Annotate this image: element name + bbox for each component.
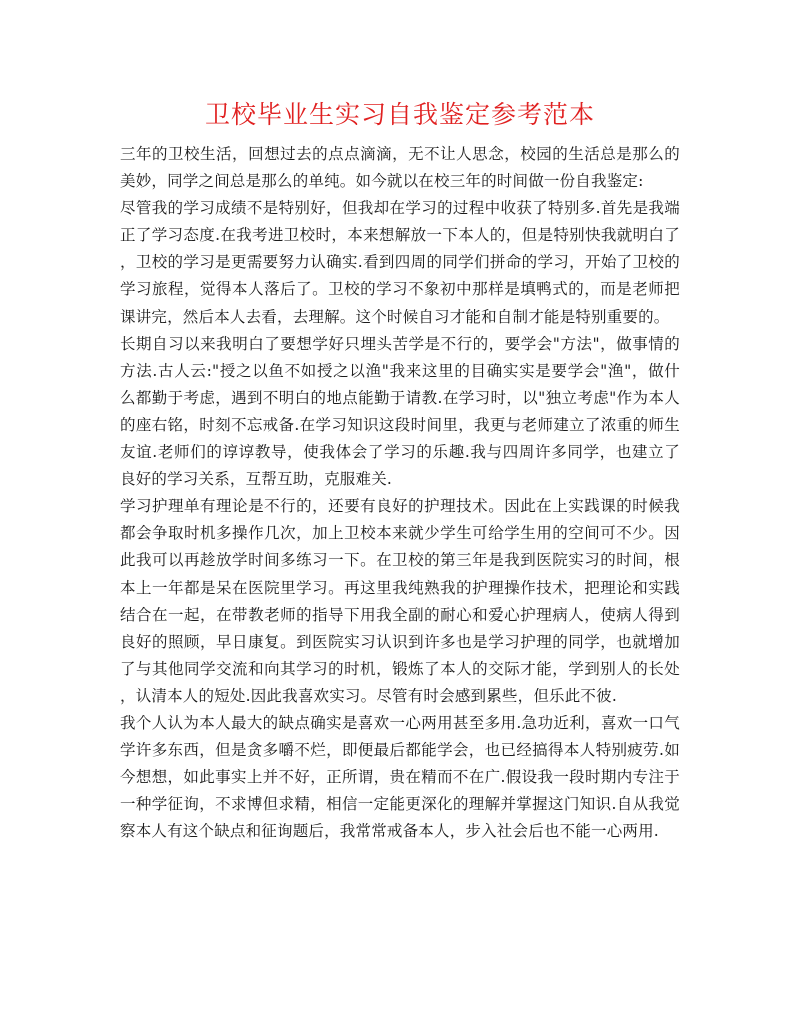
text-line: 了与其他同学交流和向其学习的时机，锻炼了本人的交际才能，学到别人的长处 (120, 659, 680, 678)
text-line: 良好的照顾，早日康复。到医院实习认识到许多也是学习护理的同学，也就增加 (120, 632, 680, 651)
document-body (120, 141, 680, 845)
text-line: 方法.古人云:"授之以鱼不如授之以渔"我来这里的目确实实是要学会"渔"，做什 (120, 361, 680, 380)
text-line: 么都勤于考虑，遇到不明白的地点能勤于请教.在学习时，以"独立考虑"作为本人 (120, 388, 680, 407)
text-line: 正了学习态度.在我考进卫校时，本来想解放一下本人的，但是特别快我就明白了 (120, 226, 680, 245)
document-title: 卫校毕业生实习自我鉴定参考范本 (204, 100, 595, 129)
text-line: 长期自习以来我明白了要想学好只埋头苦学是不行的，要学会"方法"，做事情的 (120, 334, 680, 353)
text-line: ，认清本人的短处.因此我喜欢实习。尽管有时会感到累些，但乐此不彼. (120, 686, 617, 705)
text-line: 学许多东西，但是贪多嚼不烂，即便最后都能学会，也已经搞得本人特别疲劳.如 (120, 741, 680, 760)
text-line: 美妙，同学之间总是那么的单纯。如今就以在校三年的时间做一份自我鉴定: (120, 172, 644, 191)
text-line: 此我可以再趁放学时间多练习一下。在卫校的第三年是我到医院实习的时间，根 (120, 551, 680, 570)
text-line: 察本人有这个缺点和征询题后，我常常戒备本人，步入社会后也不能一心两用. (120, 822, 659, 841)
text-line: 一种学征询，不求博但求精，相信一定能更深化的理解并掌握这门知识.自从我觉 (120, 795, 680, 814)
text-line: 友谊.老师们的谆谆教导，使我体会了学习的乐趣.我与四周许多同学，也建立了 (120, 443, 680, 462)
text-line: 三年的卫校生活，回想过去的点点滴滴，无不让人思念，校园的生活总是那么的 (120, 145, 680, 163)
text-line: 结合在一起，在带教老师的指导下用我全副的耐心和爱心护理病人，使病人得到 (120, 605, 680, 624)
text-line: ，卫校的学习是更需要努力认确实.看到四周的同学们拼命的学习，开始了卫校的 (120, 253, 680, 272)
document-page (120, 98, 680, 845)
text-line: 今想想，如此事实上并不好，正所谓，贵在精而不在广.假设我一段时期内专注于 (120, 768, 680, 787)
text-line: 我个人认为本人最大的缺点确实是喜欢一心两用甚至多用.急功近利，喜欢一口气 (120, 713, 680, 732)
text-line: 尽管我的学习成绩不是特别好，但我却在学习的过程中收获了特别多.首先是我端 (120, 199, 680, 218)
text-line: 课讲完，然后本人去看，去理解。这个时候自习才能和自制才能是特别重要的。 (120, 307, 670, 326)
text-line: 学习护理单有理论是不行的，还要有良好的护理技术。因此在上实践课的时候我 (120, 497, 680, 516)
text-line: 学习旅程，觉得本人落后了。卫校的学习不象初中那样是填鸭式的，而是老师把 (120, 280, 680, 299)
text-line: 良好的学习关系，互帮互助，克服难关. (120, 470, 393, 489)
text-line: 的座右铭，时刻不忘戒备.在学习知识这段时间里，我更与老师建立了浓重的师生 (120, 415, 680, 434)
text-line: 都会争取时机多操作几次，加上卫校本来就少学生可给学生用的空间可不少。因 (120, 524, 680, 543)
text-line: 本上一年都是呆在医院里学习。再这里我纯熟我的护理操作技术，把理论和实践 (120, 578, 680, 597)
